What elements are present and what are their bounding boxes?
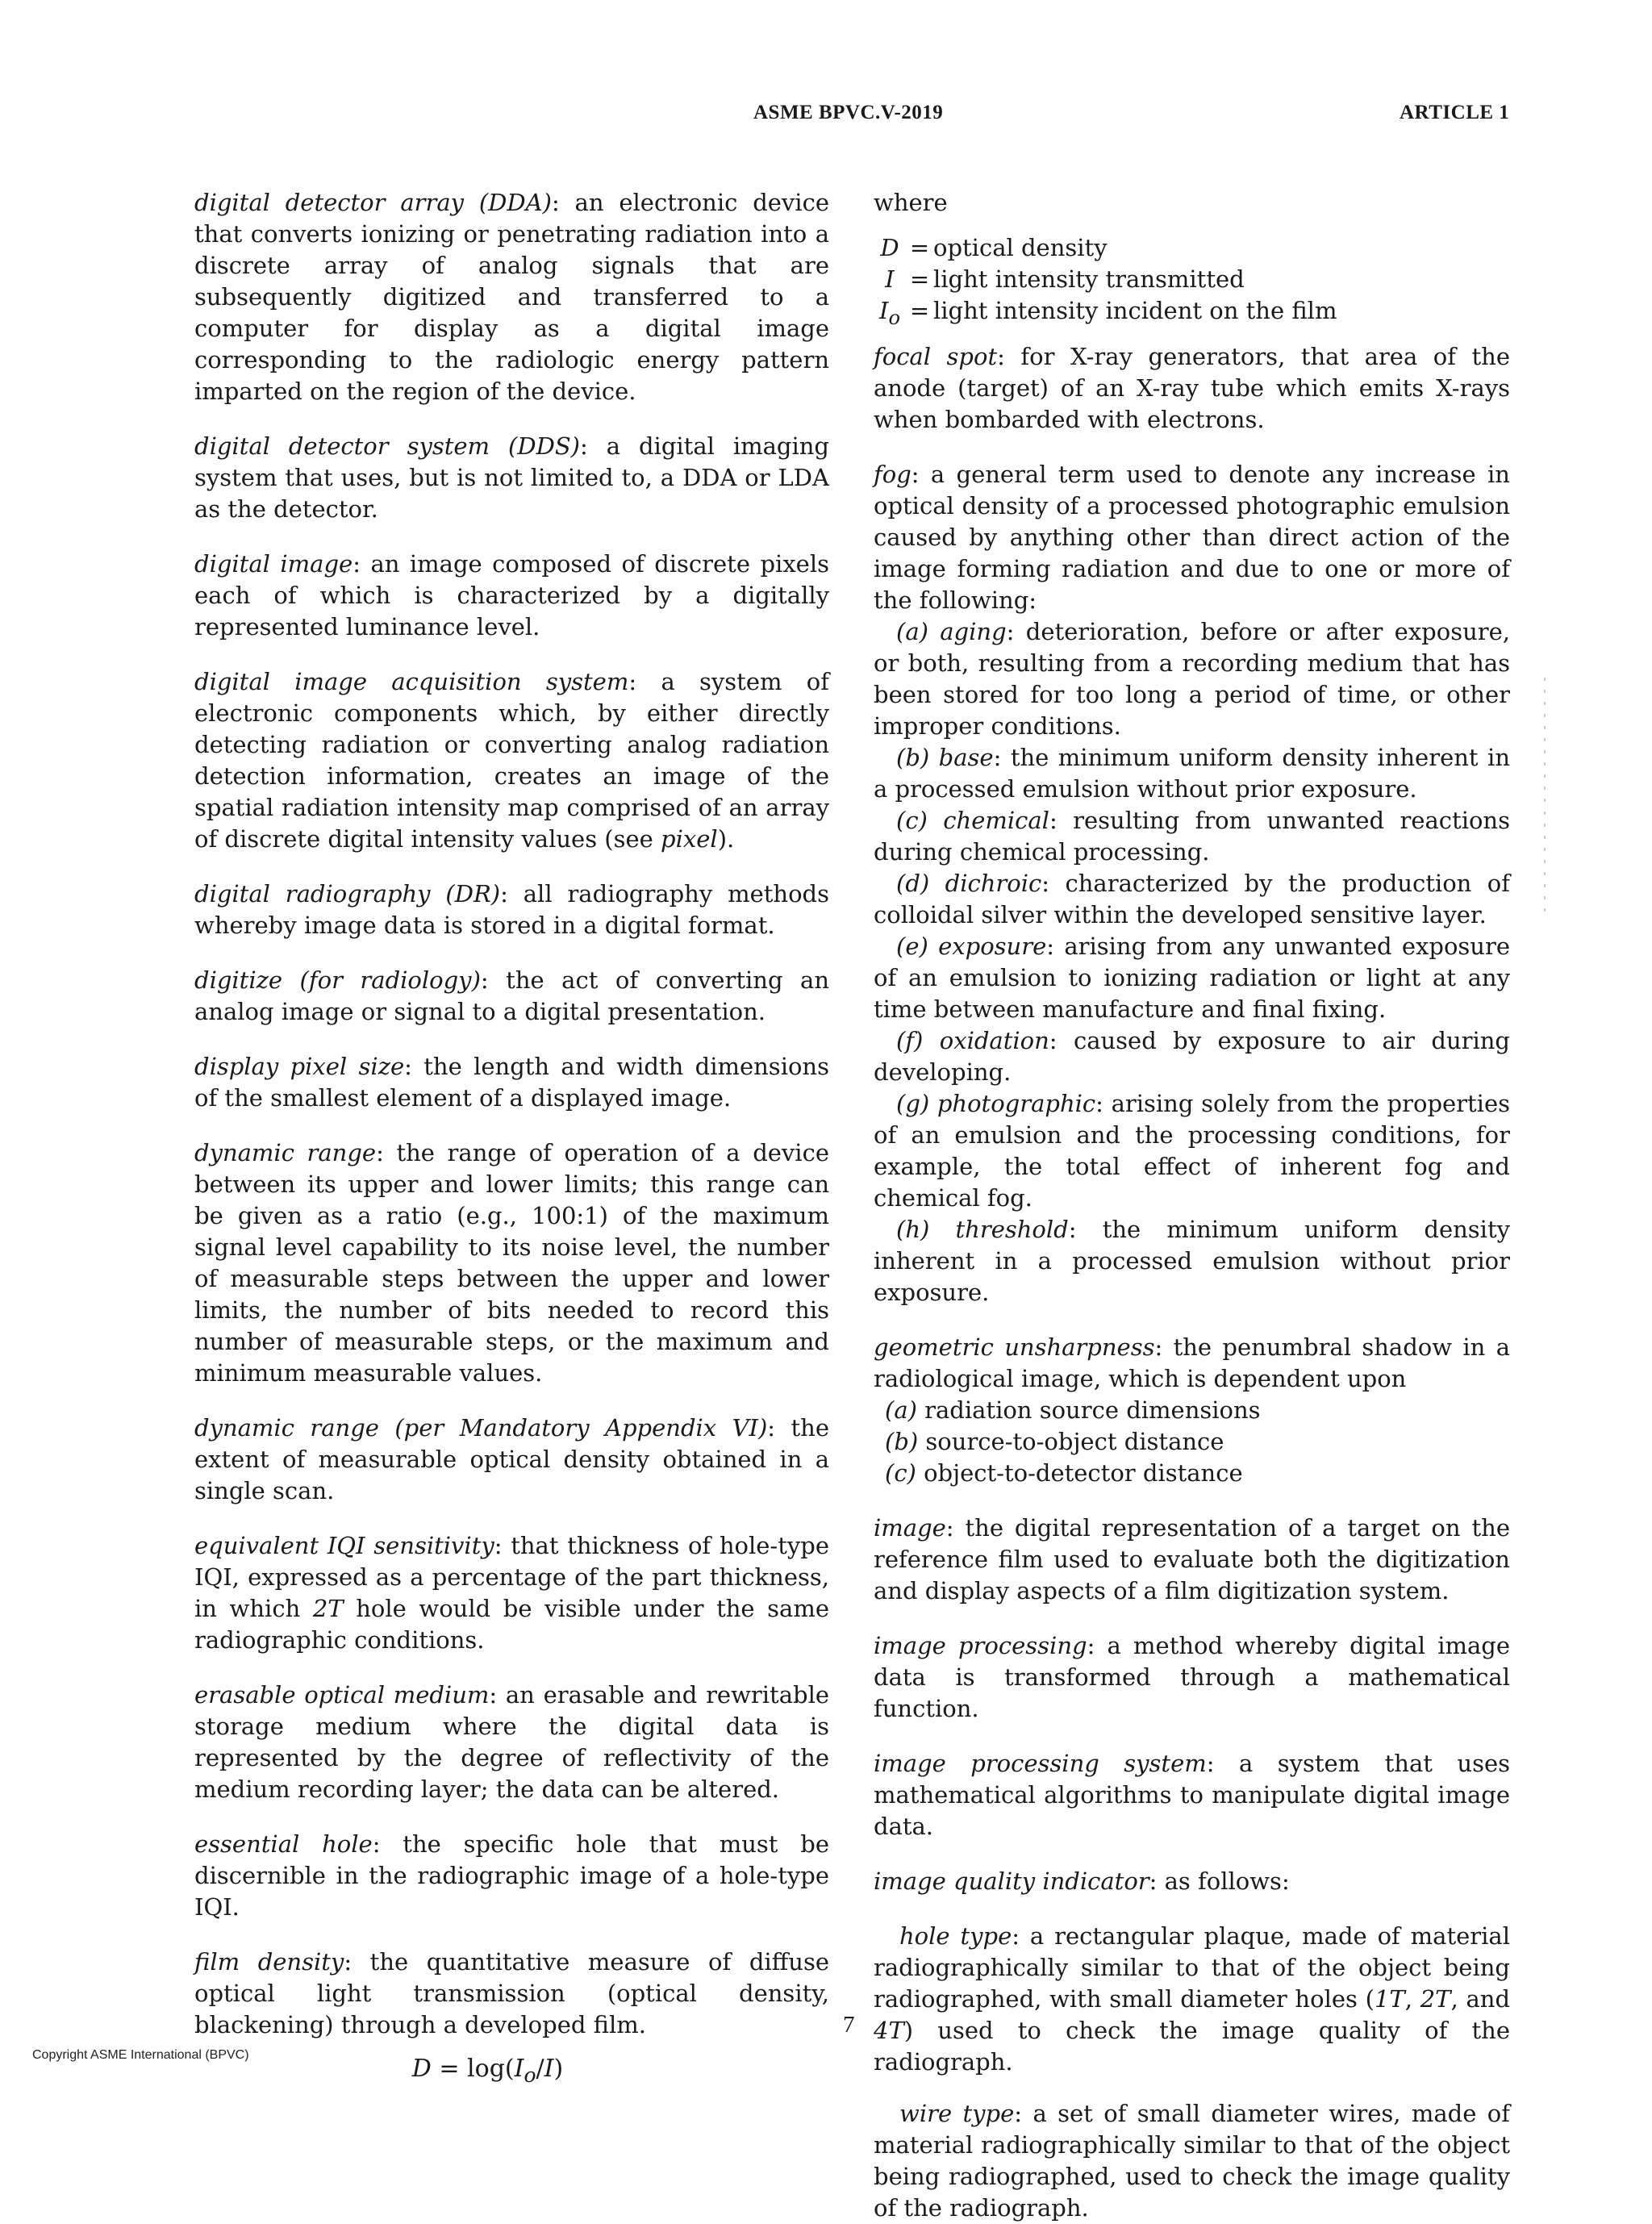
definition-dynamic-range [194, 1137, 829, 1389]
subitem-label: (f) oxidation [896, 1027, 1049, 1054]
fog-subitem-threshold [874, 1214, 1510, 1308]
definition-text: : a general term used to denote any increase in optical density of a processed photographic emulsion caused by anything other than direct action of the image forming radiation and due to one or more of the following: [874, 461, 1510, 614]
definition-text: : as follows: [1149, 1867, 1290, 1895]
definition-hole-type [874, 1921, 1510, 2078]
subitem-text: : the minimum uniform density inherent in a processed emulsion without prior exposure. [874, 744, 1511, 803]
subitem-text: : arising solely from the properties of an emulsion and the processing conditions, for example, the total effect of inherent fog and chemical fog. [874, 1090, 1511, 1212]
subitem-label: (e) exposure [896, 933, 1047, 960]
definition-text: : the act of converting an analog image or signal to a digital presentation. [194, 966, 829, 1025]
variable-symbol: D [880, 234, 899, 261]
variable-symbol-base: I [878, 297, 889, 324]
subitem-label: (h) threshold [896, 1216, 1069, 1243]
variable-description: light intensity transmitted [933, 265, 1245, 293]
definition-text: : a method whereby digital image data is transformed through a mathematical function. [874, 1632, 1510, 1722]
variable-equals: = [909, 297, 930, 324]
formula-eq: = log( [431, 2055, 515, 2083]
definition-text: : that thickness of hole-type IQI, expressed as a percentage of the part thickness, in which [194, 1532, 829, 1622]
definition-term: digital detector array (DDA) [194, 189, 552, 216]
variable-description: optical density [933, 234, 1108, 261]
list-item [885, 1395, 1510, 1426]
definition-digital-image-acquisition-system [194, 666, 829, 855]
variable-equals: = [909, 234, 930, 261]
variable-row [874, 264, 1510, 295]
definition-text: : an erasable and rewritable storage medium where the digital data is represented by the degree of reflectivity of the medium recording layer; the data can be altered. [194, 1681, 830, 1803]
separator: , [1404, 1985, 1420, 2013]
definition-text-tail: hole would be visible under the same radiographic conditions. [194, 1595, 829, 1654]
definition-term: digitize (for radiology) [194, 966, 481, 994]
variable-symbol-subscript: o [888, 306, 900, 329]
formula-numerator-subscript: o [524, 2063, 536, 2087]
definition-text: : for X-ray generators, that area of the anode (target) of an X-ray tube which emits X-rays when bombarded with electrons. [874, 343, 1510, 433]
subitem-label: (c) [885, 1459, 916, 1487]
subitem-text: : resulting from unwanted reactions during chemical processing. [874, 807, 1510, 866]
definition-digital-image [194, 549, 829, 643]
definition-text-tail: ). [717, 825, 735, 853]
definition-image-processing [874, 1630, 1510, 1725]
formula-close: ) [553, 2055, 564, 2083]
formula-denominator: I [544, 2055, 554, 2083]
running-header-article: ARTICLE 1 [1400, 102, 1510, 123]
definition-term: display pixel size [194, 1053, 405, 1080]
definition-term: image processing system [874, 1750, 1207, 1777]
definition-text-tail: ) used to check the image quality of the radiograph. [874, 2017, 1510, 2076]
definition-term: digital image [194, 550, 353, 578]
definition-display-pixel-size [194, 1051, 829, 1114]
running-header-document: ASME BPVC.V-2019 [753, 102, 944, 123]
math-symbol: 1T [1374, 1985, 1405, 2013]
definition-term: essential hole [194, 1830, 373, 1858]
subitem-label: (b) base [896, 744, 994, 771]
page-number: 7 [843, 2012, 855, 2038]
definition-digital-detector-array [194, 187, 829, 407]
margin-watermark-marks [1542, 678, 1547, 912]
definition-digitize [194, 965, 829, 1028]
subitem-text: : arising from any unwanted exposure of an emulsion to ionizing radiation or light at any time between manufacture and final fixing. [874, 933, 1510, 1023]
fog-subitem-aging [874, 616, 1510, 742]
definition-erasable-optical-medium [194, 1679, 829, 1805]
list-item [885, 1458, 1510, 1489]
subitem-text: source-to-object distance [918, 1428, 1224, 1455]
definition-term: dynamic range [194, 1139, 377, 1166]
separator: , and [1450, 1985, 1511, 2013]
fog-subitem-dichroic [874, 868, 1510, 931]
subitem-label: (g) photographic [896, 1090, 1096, 1117]
definition-film-density [194, 1947, 829, 2041]
fog-subitem-oxidation [874, 1025, 1510, 1088]
definition-focal-spot [874, 341, 1510, 436]
variable-symbol [874, 295, 906, 327]
definition-term: image [874, 1514, 946, 1542]
fog-subitem-chemical [874, 805, 1510, 868]
definition-text: : a set of small diameter wires, made of material radiographically similar to that of the object being radiographed, used to check the image quality of the radiograph. [874, 2100, 1510, 2222]
definition-equivalent-iqi-sensitivity [194, 1530, 829, 1656]
variable-description: light intensity incident on the film [933, 297, 1337, 324]
definition-wire-type [874, 2098, 1510, 2224]
definition-text: : an image composed of discrete pixels each of which is characterized by a digitally represented luminance level. [194, 550, 829, 640]
cross-reference: pixel [661, 825, 718, 853]
formula-slash: / [536, 2055, 544, 2083]
subitem-label: (a) aging [896, 618, 1007, 645]
definition-text: : the quantitative measure of diffuse optical light transmission (optical density, blackening) through a developed film. [194, 1948, 829, 2038]
variable-row [874, 232, 1510, 264]
math-symbol: 4T [874, 2017, 904, 2044]
definition-text: : the length and width dimensions of the smallest element of a displayed image. [194, 1053, 829, 1112]
definition-text: : all radiography methods whereby image data is stored in a digital format. [194, 880, 829, 939]
definition-image-processing-system [874, 1748, 1510, 1842]
definition-term: focal spot [874, 343, 998, 370]
definition-text: : a rectangular plaque, made of material radiographically similar to that of the object being radiographed, with small diameter holes ( [874, 1922, 1510, 2013]
definition-essential-hole [194, 1829, 829, 1923]
definition-term: dynamic range (per Mandatory Appendix VI) [194, 1414, 768, 1442]
variable-equals: = [909, 265, 930, 293]
definition-text: : a digital imaging system that uses, but is not limited to, a DDA or LDA as the detector. [194, 432, 829, 523]
variable-symbol: I [885, 265, 895, 293]
definition-term: film density [194, 1948, 344, 1976]
geometric-unsharpness-list [874, 1395, 1510, 1489]
definition-text: : the range of operation of a device between its upper and lower limits; this range can be given as a ratio (e.g., 100:1) of the maximum signal level capability to its noise level, the number of measurable steps between the upper and lower limits, the number of bits needed to record this number of measurable steps, or the maximum and minimum measurable values. [194, 1139, 829, 1387]
subitem-label: (c) chemical [896, 807, 1049, 834]
definition-term: fog [874, 461, 912, 488]
definition-text: : a system that uses mathematical algorithms to manipulate digital image data. [874, 1750, 1510, 1840]
variable-row [874, 295, 1510, 327]
definition-term: erasable optical medium [194, 1681, 490, 1709]
subitem-label: (d) dichroic [896, 870, 1042, 897]
definition-text: : a system of electronic components which, by either directly detecting radiation or converting analog radiation detection information, creates an image of the spatial radiation intensity map comprised of an array of discrete digital intensity values (see [194, 668, 830, 853]
math-symbol: 2T [1420, 1985, 1451, 2013]
subitem-text: : caused by exposure to air during developing. [874, 1027, 1510, 1086]
film-density-formula [194, 2053, 829, 2091]
copyright-notice: Copyright ASME International (BPVC) [32, 2048, 249, 2062]
subitem-text: : characterized by the production of colloidal silver within the developed sensitive layer. [874, 870, 1510, 928]
subitem-text: : deterioration, before or after exposure, or both, resulting from a recording medium that has been stored for too long a period of time, or other improper conditions. [874, 618, 1511, 740]
definition-image [874, 1513, 1510, 1607]
definition-term: digital radiography (DR) [194, 880, 501, 908]
list-item [885, 1426, 1510, 1458]
definition-geometric-unsharpness [874, 1332, 1510, 1489]
math-symbol: 2T [312, 1595, 344, 1622]
fog-subitem-base [874, 742, 1510, 805]
definition-term: digital detector system (DDS) [194, 432, 580, 460]
definition-text: : the digital representation of a target on the reference film used to evaluate both the digitization and display aspects of a film digitization system. [874, 1514, 1510, 1604]
subitem-label: (b) [885, 1428, 919, 1455]
definition-term: hole type [899, 1922, 1012, 1950]
definition-digital-detector-system [194, 431, 829, 525]
definition-term: wire type [899, 2100, 1015, 2127]
subitem-text: radiation source dimensions [916, 1396, 1261, 1424]
where-label: where [874, 189, 948, 216]
fog-subitem-exposure [874, 931, 1510, 1025]
variable-list [874, 232, 1510, 327]
subitem-label: (a) [885, 1396, 917, 1424]
definition-text: : the extent of measurable optical density obtained in a single scan. [194, 1414, 830, 1504]
definition-term: equivalent IQI sensitivity [194, 1532, 494, 1559]
definition-text: : an electronic device that converts ionizing or penetrating radiation into a discrete array of analog signals that are subsequently digitized and transferred to a computer for display as a digital image corresponding to the radiologic energy pattern imparted on the region of the device. [194, 189, 829, 405]
definition-fog [874, 459, 1510, 1308]
definition-dynamic-range-appendix-vi [194, 1412, 829, 1507]
right-column [874, 187, 1510, 2224]
formula-numerator: I [514, 2055, 524, 2083]
definition-image-quality-indicator [874, 1866, 1510, 1897]
definition-term: image quality indicator [874, 1867, 1149, 1895]
left-column [194, 187, 829, 2091]
definition-term: digital image acquisition system [194, 668, 629, 695]
definition-text: : the specific hole that must be discernible in the radiographic image of a hole-type IQI. [194, 1830, 829, 1921]
subitem-text: object-to-detector distance [916, 1459, 1243, 1487]
definition-text: : the penumbral shadow in a radiological image, which is dependent upon [874, 1333, 1510, 1392]
definition-digital-radiography [194, 878, 829, 941]
formula-lhs: D [411, 2055, 432, 2083]
subitem-text: : the minimum uniform density inherent in a processed emulsion without prior exposure. [874, 1216, 1510, 1306]
definition-term: image processing [874, 1632, 1087, 1659]
definition-term: geometric unsharpness [874, 1333, 1155, 1361]
fog-subitem-photographic [874, 1088, 1510, 1214]
